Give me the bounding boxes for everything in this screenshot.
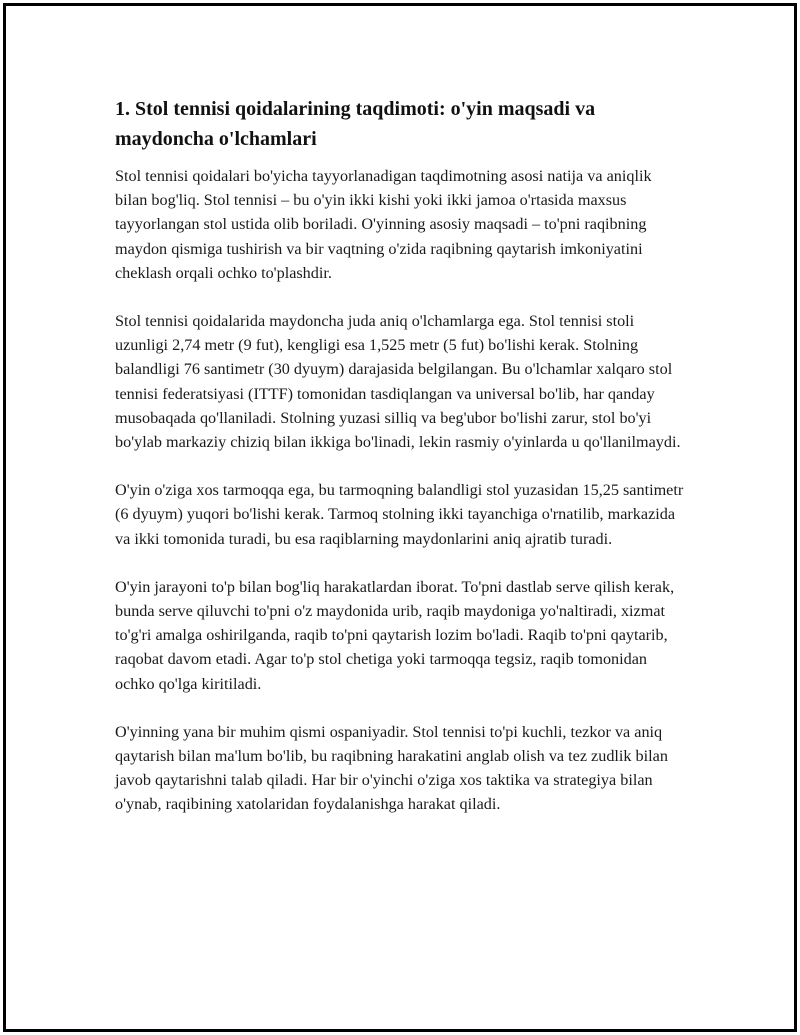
paragraph-table-dimensions: Stol tennisi qoidalarida maydoncha juda aniq o'lchamlarga ega. Stol tennisi stoli uzunligi 2,74 metr (9 fut), kengligi esa 1,525 metr (5 fut) bo'lishi kerak. Stolning balandligi 76 santimetr (30 dyuym) darajasida belgilangan. Bu o'lchamlar xalqaro stol tennisi federatsiyasi (ITTF) tomonidan tasdiqlangan va universal bo'lib, har qanday musobaqada qo'llaniladi. Stolning yuzasi silliq va beg'ubor bo'lishi zarur, stol bo'yi bo'ylab markaziy chiziq bilan ikkiga bo'linadi, lekin rasmiy o'yinlarda u qo'llanilmaydi.	[115, 312, 681, 452]
paragraph-tactics: O'yinning yana bir muhim qismi ospaniyadir. Stol tennisi to'pi kuchli, tezkor va aniq qaytarish bilan ma'lum bo'lib, bu raqibning harakatini anglab olish va tez zudlik bilan javob qaytarishni talab qiladi. Har bir o'yinchi o'ziga xos taktika va strategiya bilan o'ynab, raqibining xatolaridan foydalanishga harakat qiladi.	[115, 722, 668, 814]
document-body	[115, 94, 685, 841]
paragraph-gameplay: O'yin jarayoni to'p bilan bog'liq harakatlardan iborat. To'pni dastlab serve qilish kerak, bunda serve qiluvchi to'pni o'z maydonida urib, raqib maydoniga yo'naltiradi, xizmat to'g'ri amalga oshirilganda, raqib to'pni qaytarish lozim bo'ladi. Raqib to'pni qaytarib, raqobat davom etadi. Agar to'p stol chetiga yoki tarmoqqa tegsiz, raqib tomonidan ochko qo'lga kiritiladi.	[115, 577, 675, 693]
section-heading: 1. Stol tennisi qoidalarining taqdimoti: o'yin maqsadi va maydoncha o'lchamlari	[115, 98, 596, 150]
paragraph-net: O'yin o'ziga xos tarmoqqa ega, bu tarmoqning balandligi stol yuzasidan 15,25 santimetr (6 dyuym) yuqori bo'lishi kerak. Tarmoq stolning ikki tayanchiga o'rnatilib, markazida va ikki tomonida turadi, bu esa raqiblarning maydonlarini aniq ajratib turadi.	[115, 481, 684, 548]
paragraph-intro: Stol tennisi qoidalari bo'yicha tayyorlanadigan taqdimotning asosi natija va aniqlik bilan bog'liq. Stol tennisi – bu o'yin ikki kishi yoki ikki jamoa o'rtasida maxsus tayyorlangan stol ustida olib boriladi. O'yinning asosiy maqsadi – to'pni raqibning maydon qismiga tushirish va bir vaqtning o'zida raqibning qaytarish imkoniyatini cheklash orqali ochko to'plashdir.	[115, 167, 652, 282]
